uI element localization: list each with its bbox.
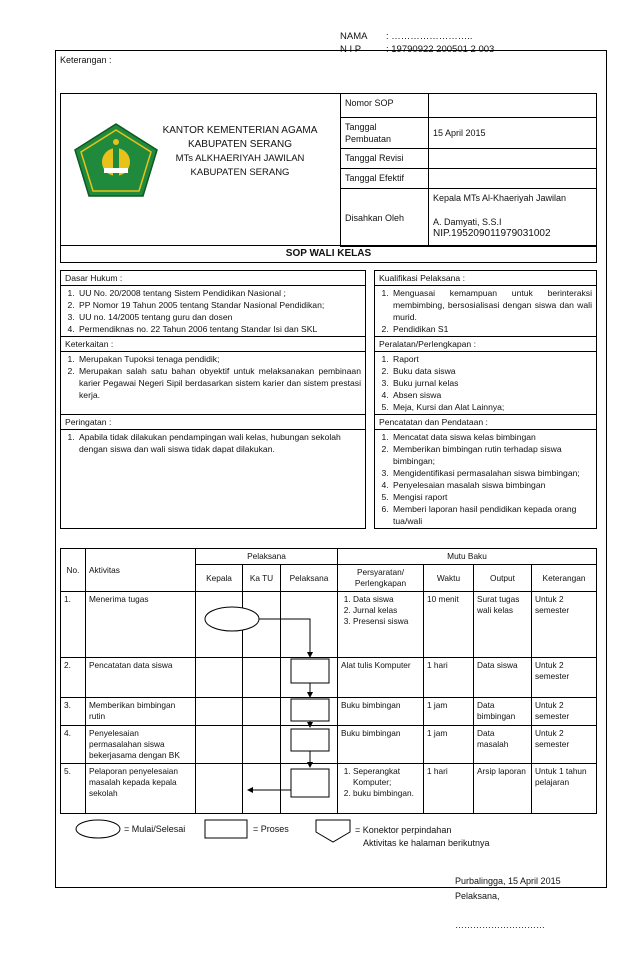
list-item: 3. Buku jurnal kelas [391,377,592,389]
row-waktu: 1 hari [424,658,474,698]
row-keterangan: Untuk 1 tahun pelajaran [532,764,597,814]
list-item: 3. UU no. 14/2005 tentang guru dan dosen [77,311,361,323]
row-keterangan: Untuk 2 semester [532,726,597,764]
tanggal-value: 15 April 2015 [429,118,597,149]
nomor-label: Nomor SOP [341,94,429,118]
col-aktivitas: Aktivitas [86,549,196,592]
list-item: 2. Memberikan bimbingan rutin terhadap siswa bimbingan; [391,443,592,467]
table-row [61,698,597,726]
sign-role: Pelaksana, [455,891,500,901]
list-item: 1. Menguasai kemampuan untuk berinteraksi membimbing, bersosialisasi dengan siswa dan wali murid. [391,287,592,323]
row-persyaratan [338,592,424,658]
sign-place-date: Purbalingga, 15 April 2015 [455,876,561,886]
kop-line1: KANTOR KEMENTERIAN AGAMA [162,125,318,136]
process-table [60,548,597,814]
peringatan-title: Peringatan : [61,415,366,430]
nomor-value [429,94,597,118]
peringatan-list [61,430,366,529]
row-aktivitas: Memberikan bimbingan rutin [86,698,196,726]
col-katu: Ka TU [243,565,281,592]
row-waktu: 1 jam [424,726,474,764]
kop-title [150,124,330,180]
col-waktu: Waktu [424,565,474,592]
keterangan-label: Keterangan : [60,55,112,65]
legend-konektor-line1: = Konektor perpindahan [355,825,452,835]
row-aktivitas: Penyelesaian permasalahan siswa bekerjasama dengan BK [86,726,196,764]
kop-line4: KABUPATEN SERANG [190,167,290,178]
col-mutu-baku: Mutu Baku [338,549,597,565]
pencatatan-list [375,430,597,529]
legend-proses: = Proses [253,824,289,834]
list-item: 5. Meja, Kursi dan Alat Lainnya; [391,401,592,413]
list-item: 2. Buku data siswa [391,365,592,377]
col-pelaksana: Pelaksana [281,565,338,592]
kop-line2: KABUPATEN SERANG [187,139,293,150]
list-item: 1. Apabila tidak dilakukan pendampingan wali kelas, hubungan sekolah dengan siswa dan wali siswa tidak dapat dilakukan. [77,431,361,455]
disahkan-jabatan: Kepala MTs Al-Khaeriyah Jawilan [433,193,567,203]
kop-line3: MTs ALKHAERIYAH JAWILAN [175,153,305,164]
revisi-value [429,149,597,169]
nip-value: : 19790922 200501 2 003 [386,44,495,55]
nip-label: N I P [340,44,362,55]
legend-mulai: = Mulai/Selesai [124,824,186,834]
keterkaitan-list [61,352,366,415]
sign-dots: ………………………… [455,920,545,930]
legend-konektor-line2: Aktivitas ke halaman berikutnya [363,838,490,848]
kualifikasi-title: Kualifikasi Pelaksana : [375,271,597,286]
row-keterangan: Untuk 2 semester [532,698,597,726]
row-waktu: 1 jam [424,698,474,726]
peralatan-title: Peralatan/Perlengkapan : [375,337,597,352]
row-persyaratan: Alat tulis Komputer [338,658,424,698]
col-kepala: Kepala [196,565,243,592]
list-item: 2. buku bimbingan. [353,788,420,799]
col-no: No. [61,549,86,592]
sop-meta-table [340,93,597,247]
row-waktu: 10 menit [424,592,474,658]
list-item: 2. Pendidikan S1 [391,323,592,335]
kualifikasi-list [375,286,597,337]
list-item: 1. Raport [391,353,592,365]
list-item: 3. Mengidentifikasi permasalahan siswa bimbingan; [391,467,592,479]
nama-label: NAMA [340,31,368,42]
row-output: Data bimbingan [474,698,532,726]
row-output: Data masalah [474,726,532,764]
list-item: 1. Seperangkat Komputer; [353,766,420,788]
disahkan-cell [429,189,597,247]
row-output: Arsip laporan [474,764,532,814]
row-aktivitas: Menerima tugas [86,592,196,658]
list-item: 4. Permendiknas no. 22 Tahun 2006 tentang Standar Isi dan SKL [77,323,361,335]
col-output: Output [474,565,532,592]
sop-info-table [60,270,597,529]
row-no: 5. [61,764,86,814]
row-output: Data siswa [474,658,532,698]
list-item: 2. PP Nomor 19 Tahun 2005 tentang Standar Nasional Pendidikan; [77,299,361,311]
row-no: 4. [61,726,86,764]
legend-konektor [355,824,490,850]
row-output: Surat tugas wali kelas [474,592,532,658]
dasar-hukum-title: Dasar Hukum : [61,271,366,286]
col-pelaksana-group: Pelaksana [196,549,338,565]
efektif-label: Tanggal Efektif [341,169,429,189]
tanggal-label: Tanggal Pembuatan [341,118,429,149]
row-no: 1. [61,592,86,658]
row-waktu: 1 hari [424,764,474,814]
list-item: 1. Mencatat data siswa kelas bimbingan [391,431,592,443]
efektif-value [429,169,597,189]
list-item: 1. Merupakan Tupoksi tenaga pendidik; [77,353,361,365]
row-keterangan: Untuk 2 semester [532,592,597,658]
disahkan-nama: A. Damyati, S.S.I [433,217,502,227]
list-item: 2. Jurnal kelas [353,605,420,616]
row-keterangan: Untuk 2 semester [532,658,597,698]
table-row [61,592,597,658]
row-persyaratan [338,764,424,814]
row-aktivitas: Pencatatan data siswa [86,658,196,698]
list-item: 5. Mengisi raport [391,491,592,503]
col-persyaratan: Persyaratan/ Perlengkapan [338,565,424,592]
row-aktivitas: Pelaporan penyelesaian masalah kepada kepala sekolah [86,764,196,814]
row-no: 3. [61,698,86,726]
list-item: 1. Data siswa [353,594,420,605]
keterkaitan-title: Keterkaitan : [61,337,366,352]
revisi-label: Tanggal Revisi [341,149,429,169]
sop-title: SOP WALI KELAS [60,245,597,263]
list-item: 3. Presensi siswa [353,616,420,627]
list-item: 6. Memberi laporan hasil pendidikan kepada orang tua/wali [391,503,592,527]
row-persyaratan: Buku bimbingan [338,726,424,764]
table-row [61,764,597,814]
row-no: 2. [61,658,86,698]
col-keterangan: Keterangan [532,565,597,592]
disahkan-nip: NIP.195209011979031002 [433,228,551,239]
dasar-hukum-list [61,286,366,337]
list-item: 4. Penyelesaian masalah siswa bimbingan [391,479,592,491]
table-row [61,658,597,698]
table-row [61,726,597,764]
disahkan-label: Disahkan Oleh [341,189,429,247]
nama-value: : …………………….. [386,31,473,42]
peralatan-list [375,352,597,415]
row-persyaratan: Buku bimbingan [338,698,424,726]
pencatatan-title: Pencatatan dan Pendataan : [375,415,597,430]
list-item: 1. UU No. 20/2008 tentang Sistem Pendidikan Nasional ; [77,287,361,299]
list-item: 2. Merupakan salah satu bahan obyektif untuk melaksanakan pembinaan karier Pegawai Negeri Sipil berdasarkan sistem karier dan sistem prestasi kerja. [77,365,361,401]
signature-block [455,874,561,933]
list-item: 4. Absen siswa [391,389,592,401]
